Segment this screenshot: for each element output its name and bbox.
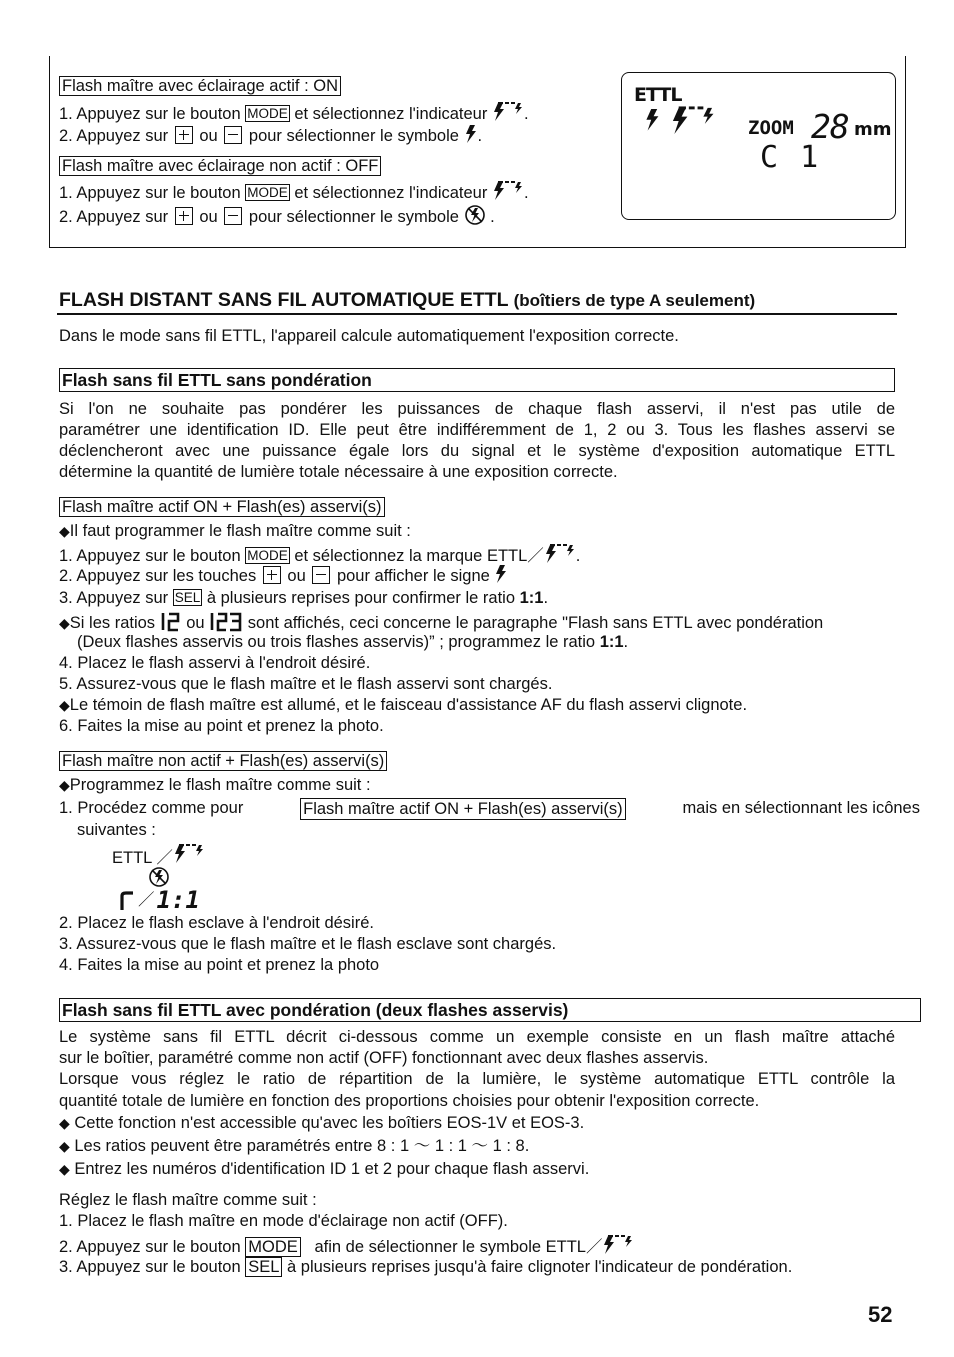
flash-off-step2: 2. Appuyez sur ou pour sélectionner le symbole .: [59, 204, 495, 227]
section-title: FLASH DISTANT SANS FIL AUTOMATIQUE ETTL (boîtiers de type A seulement): [59, 289, 756, 311]
lcd-channel: C 1: [760, 140, 821, 175]
box2-step4: 4. Faites la mise au point et prenez la photo: [59, 956, 380, 974]
page-number: 52: [868, 1302, 893, 1327]
flash-on-step1: 1. Appuyez sur le bouton MODE et sélectionnez l'indicateur .: [59, 101, 529, 124]
box2-step2: 2. Placez le flash esclave à l'endroit désiré.: [59, 914, 374, 932]
wireless-bolt-icon: [492, 180, 524, 202]
flash-bolt-icon: [494, 565, 508, 585]
wireless-bolt-icon: [173, 843, 209, 867]
plus-key-icon: [175, 207, 193, 225]
flash-on-header: Flash maître avec éclairage actif : ON: [59, 76, 341, 96]
sub2-bullet: ◆ Les ratios peuvent être paramétrés entre 8 : 1 ～ 1 : 1 ～ 1 : 8.: [59, 1137, 530, 1155]
sub2-para-line: sur le boîtier, paramétré comme non actif (OFF) fonctionnant avec deux flashes asservis.: [59, 1049, 709, 1067]
box1-step6: 6. Faites la mise au point et prenez la photo.: [59, 717, 384, 735]
section-title-underline: [57, 313, 897, 315]
box1-step3: 3. Appuyez sur SEL à plusieurs reprises pour confirmer le ratio 1:1.: [59, 589, 549, 607]
box1-header: Flash maître actif ON + Flash(es) asservi(s): [59, 497, 385, 517]
subsection-title-1: Flash sans fil ETTL sans pondération: [59, 368, 895, 392]
minus-key-icon: [224, 126, 242, 144]
wireless-bolt-icon: [544, 543, 576, 565]
sub1-para-line: paramétrer une identification ID. Elle peut être indifféremment de 1, 2 ou 3. Tous les flashes asservi se: [59, 421, 895, 439]
lcd-display: [621, 72, 896, 220]
sub2-step3: 3. Appuyez sur le bouton SEL à plusieurs reprises jusqu'à faire clignoter l'indicateur de pondération.: [59, 1258, 793, 1276]
box1-step5: 5. Assurez-vous que le flash maître et le flash asservi sont chargés.: [59, 675, 553, 693]
box1-note: ◆Si les ratios ou sont affichés, ceci concerne le paragraphe "Flash sans ETTL avec pondération: [59, 610, 823, 633]
mode-key: MODE: [247, 106, 288, 121]
box1-step4: 4. Placez le flash asservi à l'endroit désiré.: [59, 654, 371, 672]
box1-lead: ◆Il faut programmer le flash maître comme suit :: [59, 522, 411, 540]
flash-off-icon: [464, 204, 486, 226]
sub2-step2: 2. Appuyez sur le bouton MODE afin de sélectionner le symbole ETTL／: [59, 1234, 634, 1257]
sel-key: SEL: [245, 1257, 282, 1277]
mode-key: MODE: [245, 1237, 301, 1257]
box1-note2: ◆Le témoin de flash maître est allumé, et le faisceau d'assistance AF du flash asservi clignote.: [59, 696, 748, 714]
sub2-bullet: ◆ Entrez les numéros d'identification ID 1 et 2 pour chaque flash asservi.: [59, 1160, 590, 1178]
sub2-bullet: ◆ Cette fonction n'est accessible qu'avec les boîtiers EOS-1V et EOS-3.: [59, 1114, 585, 1132]
box1-step2: 2. Appuyez sur les touches ou pour afficher le signe: [59, 565, 508, 586]
box2-step3: 3. Assurez-vous que le flash maître et le flash esclave sont chargés.: [59, 935, 557, 953]
r-mode-icon: [118, 889, 136, 911]
ratio-12-icon: [160, 610, 182, 632]
sub2-lead: Réglez le flash maître comme suit :: [59, 1191, 317, 1209]
lcd-zoom: ZOOM: [748, 117, 794, 139]
ratio-123-icon: [209, 610, 243, 632]
mode-key: MODE: [247, 185, 288, 200]
sub2-para-line: Le système sans fil ETTL décrit ci-dessous comme un exemple consiste en un flash maître attaché: [59, 1028, 895, 1046]
sub2-step1: 1. Placez le flash maître en mode d'éclairage non actif (OFF).: [59, 1212, 508, 1230]
flash-on-step2: 2. Appuyez sur ou pour sélectionner le symbole .: [59, 127, 483, 145]
box2-header: Flash maître non actif + Flash(es) asservi(s): [59, 751, 387, 771]
sub2-para-line: Lorsque vous réglez le ratio de répartition de la lumière, le système automatique ETTL contrôle la: [59, 1070, 895, 1088]
plus-key-icon: [175, 126, 193, 144]
wireless-bolt-icon: [602, 1234, 634, 1256]
minus-key-icon: [224, 207, 242, 225]
lcd-zoom-value: 28: [811, 107, 849, 146]
flash-bolt-icon: [644, 109, 660, 133]
sub1-para-line: Si l'on ne souhaite pas pondérer les puissances de chaque flash asservi, il n'est pas utile de: [59, 400, 895, 418]
flash-off-step1: 1. Appuyez sur le bouton MODE et sélectionnez l'indicateur .: [59, 180, 529, 203]
mode-key: MODE: [247, 548, 288, 563]
wireless-bolt-icon: [492, 101, 524, 123]
sub1-para-line: détermine la quantité de lumière totale nécessaire à une exposition correcte.: [59, 463, 618, 481]
box2-step1-cont: suivantes :: [77, 821, 156, 839]
sub1-para-line: déclencheront avec une puissance égale lors du signal et le système d'exposition automatique ETTL: [59, 442, 895, 460]
flash-off-header: Flash maître avec éclairage non actif : OFF: [59, 156, 381, 176]
lcd-zoom-unit: mm: [854, 119, 892, 140]
box2-icons-ettl: ETTL ／: [112, 843, 209, 868]
subsection-title-2: Flash sans fil ETTL avec pondération (deux flashes asservis): [59, 998, 921, 1022]
box1-step1: 1. Appuyez sur le bouton MODE et sélectionnez la marque ETTL／ .: [59, 543, 580, 566]
box2-step1: 1. Procédez comme pour Flash maître actif ON + Flash(es) asservi(s) mais en sélectionnant les icônes: [59, 799, 920, 818]
plus-key-icon: [263, 566, 281, 584]
section-intro: Dans le mode sans fil ETTL, l'appareil calcule automatiquement l'exposition correcte.: [59, 327, 679, 345]
box1-note-cont: (Deux flashes asservis ou trois flashes asservis)” ; programmez le ratio 1:1.: [77, 633, 629, 651]
wireless-bolt-icon: [670, 105, 720, 137]
lcd-ettl: ETTL: [634, 84, 682, 106]
flash-bolt-icon: [464, 125, 478, 145]
box2-icons-ratio: ／ 1:1: [118, 889, 200, 911]
sub2-para-line: quantité totale de lumière en fonction des proportions choisies pour obtenir l'exposition correcte.: [59, 1092, 760, 1110]
sel-key: SEL: [174, 590, 201, 605]
minus-key-icon: [312, 566, 330, 584]
box2-lead: ◆Programmez le flash maître comme suit :: [59, 776, 371, 794]
